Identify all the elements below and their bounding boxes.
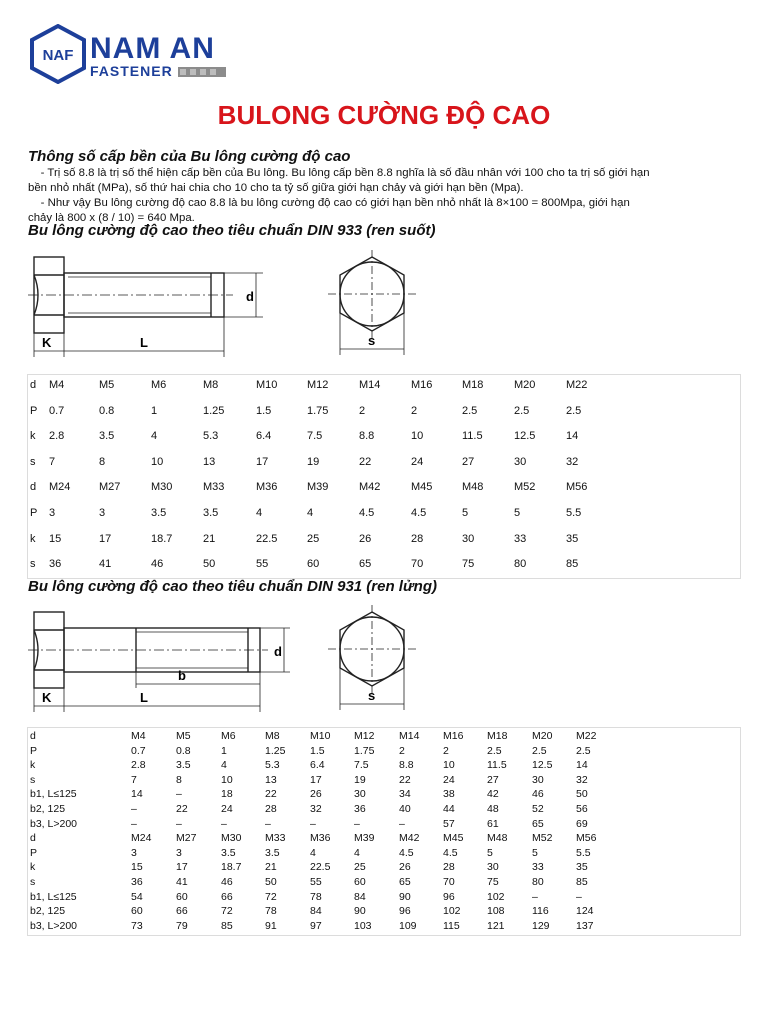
table-cell: M5 xyxy=(176,730,191,742)
table-cell: 2.5 xyxy=(532,744,547,757)
table-cell: M30 xyxy=(151,481,173,494)
table-cell: 30 xyxy=(462,532,475,545)
table-cell: – xyxy=(221,817,227,830)
table-row-label: b3, L>200 xyxy=(30,919,78,932)
din933-bolt-drawing xyxy=(28,245,448,360)
table-cell: 22 xyxy=(359,455,372,468)
table-cell: – xyxy=(265,817,271,830)
table-cell: 2.5 xyxy=(576,744,591,757)
table-cell: 12.5 xyxy=(514,430,536,443)
table-cell: 84 xyxy=(354,890,366,903)
table-cell: 26 xyxy=(310,788,322,801)
table-cell: 7.5 xyxy=(354,759,369,772)
table-cell: 109 xyxy=(399,919,417,932)
dimension-label-l: L xyxy=(140,690,148,705)
table-cell: 14 xyxy=(566,430,579,443)
table-cell: M36 xyxy=(310,832,331,845)
table-cell: 7.5 xyxy=(307,430,323,443)
paragraph-line: - Trị số 8.8 là trị số thể hiện cấp bền của Bu lông. Bu lông cấp bền 8.8 nghĩa là số đầu nhân với 100 cho ta trị số giới hạn xyxy=(28,167,650,179)
table-cell: 5.5 xyxy=(566,507,582,519)
table-cell: 21 xyxy=(265,861,277,874)
table-cell: 27 xyxy=(462,455,475,468)
table-cell: 19 xyxy=(307,455,320,468)
table-cell: 22.5 xyxy=(310,861,331,874)
table-cell: M27 xyxy=(176,832,197,845)
table-row-label: d xyxy=(30,481,37,494)
table-cell: 0.8 xyxy=(176,744,191,757)
table-cell: 5.3 xyxy=(203,430,219,443)
table-cell: – xyxy=(176,788,182,801)
table-cell: 3.5 xyxy=(99,430,115,443)
table-cell: M39 xyxy=(354,832,375,845)
table-cell: 4 xyxy=(221,759,227,772)
table-cell: M56 xyxy=(576,832,597,845)
table-cell: M36 xyxy=(256,481,278,494)
table-cell: 8 xyxy=(99,455,106,468)
table-cell: M56 xyxy=(566,481,588,494)
dimension-label-l: L xyxy=(140,335,148,350)
table-cell: 5.3 xyxy=(265,759,280,772)
table-cell: M20 xyxy=(514,379,536,391)
table-cell: 44 xyxy=(443,803,455,815)
table-cell: 33 xyxy=(514,532,527,545)
table-cell: M16 xyxy=(411,379,433,391)
table-cell: 65 xyxy=(359,558,372,571)
table-cell: 124 xyxy=(576,905,594,918)
table-cell: 90 xyxy=(354,905,366,918)
dimension-label-d: d xyxy=(246,289,254,304)
table-cell: 30 xyxy=(514,455,527,468)
table-row-label: d xyxy=(30,730,36,742)
paragraph-line: - Như vậy Bu lông cường độ cao 8.8 là bu lông cường độ cao có giới hạn bền nhỏ nhất là 8×100 = 800Mpa, giới hạn xyxy=(28,197,630,209)
table-cell: M39 xyxy=(307,481,329,494)
table-cell: – xyxy=(131,817,137,830)
table-cell: 1 xyxy=(151,404,158,417)
table-cell: 70 xyxy=(411,558,424,571)
table-cell: 3.5 xyxy=(176,759,191,772)
table-cell: – xyxy=(176,817,182,830)
table-row-label: P xyxy=(30,507,38,519)
table-row-label: s xyxy=(30,876,36,888)
table-cell: M18 xyxy=(462,379,484,391)
table-cell: 17 xyxy=(310,773,322,786)
table-cell: 13 xyxy=(265,773,277,786)
table-cell: 85 xyxy=(566,558,579,571)
table-cell: 3.5 xyxy=(221,846,236,859)
table-row-label: b1, L≤125 xyxy=(30,890,77,903)
table-cell: M42 xyxy=(359,481,381,494)
dimension-label-s: s xyxy=(368,333,376,348)
table-cell: 7 xyxy=(131,773,137,786)
table-cell: 90 xyxy=(399,890,411,903)
table-cell: 4.5 xyxy=(411,507,427,519)
table-cell: 7 xyxy=(49,455,56,468)
table-cell: 32 xyxy=(310,803,322,815)
table-cell: 4.5 xyxy=(443,846,458,859)
table-cell: 30 xyxy=(532,773,544,786)
table-cell: M20 xyxy=(532,730,553,742)
table-cell: 18 xyxy=(221,788,233,801)
table-cell: M27 xyxy=(99,481,121,494)
table-cell: 78 xyxy=(310,890,322,903)
table-cell: 50 xyxy=(265,876,277,888)
table-cell: 0.8 xyxy=(99,404,115,417)
table-cell: M14 xyxy=(399,730,420,742)
table-row-label: s xyxy=(30,773,36,786)
table-cell: 5 xyxy=(532,846,538,859)
table-cell: 2 xyxy=(399,744,405,757)
logo-subtitle: FASTENER xyxy=(90,63,173,79)
table-cell: 26 xyxy=(359,532,372,545)
table-row-label: b1, L≤125 xyxy=(30,788,77,801)
table-cell: 65 xyxy=(399,876,411,888)
table-cell: 10 xyxy=(151,455,164,468)
table-cell: 24 xyxy=(221,803,233,815)
table-cell: 12.5 xyxy=(532,759,553,772)
table-cell: 0.7 xyxy=(49,404,65,417)
table-cell: 4 xyxy=(256,507,263,519)
table-cell: 1.25 xyxy=(203,404,225,417)
table-cell: 1.5 xyxy=(256,404,272,417)
table-cell: 10 xyxy=(411,430,424,443)
section1-heading: Thông số cấp bền của Bu lông cường độ cao xyxy=(28,148,351,165)
table-cell: 41 xyxy=(176,876,188,888)
table-cell: – xyxy=(399,817,405,830)
table-cell: 4 xyxy=(310,846,316,859)
section2-heading: Bu lông cường độ cao theo tiêu chuẩn DIN 933 (ren suốt) xyxy=(28,222,436,239)
table-cell: M24 xyxy=(131,832,152,845)
table-cell: 46 xyxy=(221,876,233,888)
table-cell: 69 xyxy=(576,817,588,830)
table-cell: 10 xyxy=(443,759,455,772)
table-cell: 15 xyxy=(49,532,62,545)
table-cell: 22 xyxy=(265,788,277,801)
table-cell: 28 xyxy=(443,861,455,874)
table-cell: 36 xyxy=(49,558,62,571)
table-cell: – xyxy=(576,890,582,903)
paragraph-line: bền nhỏ nhất (MPa), số thứ hai chia cho 10 cho ta tỷ số giữa giới hạn chảy và giới hạn bền (Mpa). xyxy=(28,182,524,194)
table-cell: M8 xyxy=(203,379,219,391)
logo-badge-text: NAF xyxy=(42,47,74,64)
table-cell: M4 xyxy=(131,730,146,742)
table-cell: 21 xyxy=(203,532,216,545)
table-cell: 3 xyxy=(99,507,106,519)
din931-bolt-drawing xyxy=(28,600,448,715)
table-cell: 27 xyxy=(487,773,499,786)
table-cell: 3 xyxy=(131,846,137,859)
table-cell: – xyxy=(131,803,137,815)
table-cell: M22 xyxy=(566,379,588,391)
table-cell: 54 xyxy=(131,890,143,903)
table-cell: 75 xyxy=(487,876,499,888)
table-cell: 1.75 xyxy=(307,404,329,417)
table-cell: M12 xyxy=(354,730,375,742)
table-cell: 57 xyxy=(443,817,455,830)
table-cell: M24 xyxy=(49,481,71,494)
table-cell: 4 xyxy=(307,507,314,519)
table-cell: M48 xyxy=(487,832,508,845)
table-cell: 3 xyxy=(49,507,56,519)
table-cell: 84 xyxy=(310,905,322,918)
table-cell: 66 xyxy=(221,890,233,903)
table-cell: 4.5 xyxy=(399,846,414,859)
table-cell: 18.7 xyxy=(221,861,242,874)
table-cell: 4 xyxy=(151,430,158,443)
table-cell: 137 xyxy=(576,919,594,932)
table-cell: 1.5 xyxy=(310,744,325,757)
table-cell: M45 xyxy=(411,481,433,494)
table-cell: 2 xyxy=(359,404,366,417)
table-cell: 40 xyxy=(399,803,411,815)
table-cell: 3.5 xyxy=(203,507,219,519)
table-cell: 50 xyxy=(203,558,216,571)
table-cell: M48 xyxy=(462,481,484,494)
logo-name: NAM AN xyxy=(90,32,215,65)
table-row-label: k xyxy=(30,861,36,874)
table-cell: 8.8 xyxy=(359,430,375,443)
table-cell: 102 xyxy=(443,905,461,918)
table-cell: 42 xyxy=(487,788,499,801)
table-cell: 55 xyxy=(256,558,269,571)
table-cell: 8 xyxy=(176,773,182,786)
table-cell: 10 xyxy=(221,773,233,786)
table-cell: – xyxy=(354,817,360,830)
table-cell: 2 xyxy=(443,744,449,757)
table-cell: 33 xyxy=(532,861,544,874)
table-cell: 28 xyxy=(411,532,424,545)
table-cell: M10 xyxy=(310,730,331,742)
table-cell: 3 xyxy=(176,846,182,859)
table-cell: M30 xyxy=(221,832,242,845)
table-cell: 17 xyxy=(99,532,112,545)
table-cell: M6 xyxy=(221,730,236,742)
table-cell: 26 xyxy=(399,861,411,874)
table-cell: 52 xyxy=(532,803,544,815)
table-cell: 5.5 xyxy=(576,846,591,859)
table-cell: 14 xyxy=(576,759,588,772)
table-cell: M12 xyxy=(307,379,329,391)
table-cell: 2 xyxy=(411,404,418,417)
table-cell: 28 xyxy=(265,803,277,815)
table-cell: 80 xyxy=(514,558,527,571)
table-cell: 61 xyxy=(487,817,499,830)
table-row-label: P xyxy=(30,744,38,757)
page-title: BULONG CƯỜNG ĐỘ CAO xyxy=(217,100,551,130)
table-cell: 2.8 xyxy=(49,430,65,443)
table-cell: 11.5 xyxy=(462,430,483,443)
table-cell: 24 xyxy=(443,773,455,786)
table-cell: M33 xyxy=(203,481,225,494)
table-cell: M42 xyxy=(399,832,420,845)
table-cell: 116 xyxy=(532,905,549,918)
table-cell: M16 xyxy=(443,730,464,742)
table-cell: 60 xyxy=(354,876,366,888)
table-cell: M33 xyxy=(265,832,286,845)
table-cell: 1 xyxy=(221,744,227,757)
table-cell: 36 xyxy=(354,803,366,815)
table-cell: M22 xyxy=(576,730,597,742)
dimension-label-k: K xyxy=(42,335,52,350)
table-cell: 2.5 xyxy=(462,404,478,417)
table-cell: 108 xyxy=(487,905,505,918)
table-cell: 48 xyxy=(487,803,499,815)
table-row-label: d xyxy=(30,832,36,845)
table-cell: M10 xyxy=(256,379,278,391)
table-row-label: b3, L>200 xyxy=(30,817,78,830)
table-cell: 5 xyxy=(487,846,493,859)
table-cell: 11.5 xyxy=(487,759,507,772)
table-cell: 102 xyxy=(487,890,505,903)
table-cell: – xyxy=(310,817,316,830)
table-cell: 15 xyxy=(131,861,143,874)
table-row-label: P xyxy=(30,846,38,859)
section3-heading: Bu lông cường độ cao theo tiêu chuẩn DIN 931 (ren lửng) xyxy=(28,578,438,595)
table-cell: M52 xyxy=(514,481,536,494)
table-cell: 79 xyxy=(176,919,188,932)
din933-table xyxy=(27,374,741,579)
table-cell: 103 xyxy=(354,919,372,932)
table-cell: 60 xyxy=(176,890,188,903)
table-cell: M52 xyxy=(532,832,553,845)
table-cell: M8 xyxy=(265,730,280,742)
table-cell: 25 xyxy=(354,861,366,874)
table-cell: 17 xyxy=(176,861,188,874)
table-row-label: d xyxy=(30,379,37,391)
table-cell: 56 xyxy=(576,803,588,815)
table-cell: 22.5 xyxy=(256,532,278,545)
table-cell: 72 xyxy=(221,905,233,918)
table-cell: 96 xyxy=(399,905,411,918)
table-cell: 19 xyxy=(354,773,366,786)
table-cell: 41 xyxy=(99,558,112,571)
table-cell: 85 xyxy=(221,919,233,932)
table-row-label: b2, 125 xyxy=(30,803,66,815)
table-cell: M6 xyxy=(151,379,167,391)
table-cell: 96 xyxy=(443,890,455,903)
table-cell: 34 xyxy=(399,788,411,801)
table-cell: 66 xyxy=(176,905,188,918)
section1-paragraph xyxy=(28,166,742,226)
table-cell: 35 xyxy=(566,532,579,545)
dimension-label-d: d xyxy=(274,644,282,659)
table-cell: 32 xyxy=(576,773,588,786)
table-cell: 60 xyxy=(131,905,143,918)
table-row-label: k xyxy=(30,759,36,772)
table-cell: 8.8 xyxy=(399,759,414,772)
table-cell: 5 xyxy=(514,507,521,519)
table-row-label: P xyxy=(30,404,38,417)
table-row-label: s xyxy=(30,455,36,468)
dimension-label-k: K xyxy=(42,690,52,705)
table-cell: 85 xyxy=(576,876,588,888)
table-cell: 30 xyxy=(487,861,499,874)
table-cell: M45 xyxy=(443,832,464,845)
table-cell: 60 xyxy=(307,558,320,571)
table-cell: 46 xyxy=(151,558,164,571)
table-cell: 32 xyxy=(566,455,579,468)
table-row-label: b2, 125 xyxy=(30,905,66,918)
table-cell: 75 xyxy=(462,558,475,571)
table-cell: M4 xyxy=(49,379,65,391)
dimension-label-b: b xyxy=(178,668,186,683)
table-cell: 129 xyxy=(532,919,550,932)
table-cell: 14 xyxy=(131,788,143,801)
table-cell: 5 xyxy=(462,507,469,519)
table-cell: 36 xyxy=(131,876,143,888)
table-cell: 65 xyxy=(532,817,544,830)
table-cell: 22 xyxy=(399,773,411,786)
table-cell: 46 xyxy=(532,788,544,801)
table-row-label: s xyxy=(30,558,36,571)
dimension-label-s: s xyxy=(368,688,376,703)
table-cell: 18.7 xyxy=(151,532,173,545)
table-cell: 80 xyxy=(532,876,544,888)
table-cell: 91 xyxy=(265,919,277,932)
table-cell: 22 xyxy=(176,803,188,815)
table-cell: 115 xyxy=(443,919,460,932)
table-cell: 25 xyxy=(307,532,320,545)
table-cell: 13 xyxy=(203,455,216,468)
table-cell: 24 xyxy=(411,455,424,468)
table-cell: 2.5 xyxy=(514,404,530,417)
table-cell: 38 xyxy=(443,788,455,801)
paragraph-line: chảy là 800 x (8 / 10) = 640 Mpa. xyxy=(28,212,195,224)
table-cell: 0.7 xyxy=(131,744,146,757)
table-cell: 121 xyxy=(487,919,505,932)
table-cell: 1.75 xyxy=(354,744,375,757)
table-cell: 30 xyxy=(354,788,366,801)
table-cell: 2.5 xyxy=(566,404,582,417)
table-cell: 78 xyxy=(265,905,277,918)
table-cell: 1.25 xyxy=(265,744,286,757)
table-cell: 3.5 xyxy=(151,507,167,519)
table-cell: 73 xyxy=(131,919,143,932)
table-cell: 50 xyxy=(576,788,588,801)
table-cell: 4.5 xyxy=(359,507,375,519)
table-cell: 55 xyxy=(310,876,322,888)
table-row-label: k xyxy=(30,430,36,443)
table-cell: 35 xyxy=(576,861,588,874)
table-cell: 6.4 xyxy=(310,759,325,772)
table-cell: 2.8 xyxy=(131,759,146,772)
table-cell: M14 xyxy=(359,379,381,391)
table-cell: 2.5 xyxy=(487,744,502,757)
table-cell: – xyxy=(532,890,538,903)
table-cell: 97 xyxy=(310,919,322,932)
table-cell: M18 xyxy=(487,730,508,742)
table-row-label: k xyxy=(30,532,36,545)
table-cell: 72 xyxy=(265,890,277,903)
table-cell: 6.4 xyxy=(256,430,272,443)
din931-table xyxy=(27,727,741,936)
table-cell: 4 xyxy=(354,846,360,859)
table-cell: 17 xyxy=(256,455,269,468)
table-cell: 3.5 xyxy=(265,846,280,859)
table-cell: M5 xyxy=(99,379,115,391)
table-cell: 70 xyxy=(443,876,455,888)
